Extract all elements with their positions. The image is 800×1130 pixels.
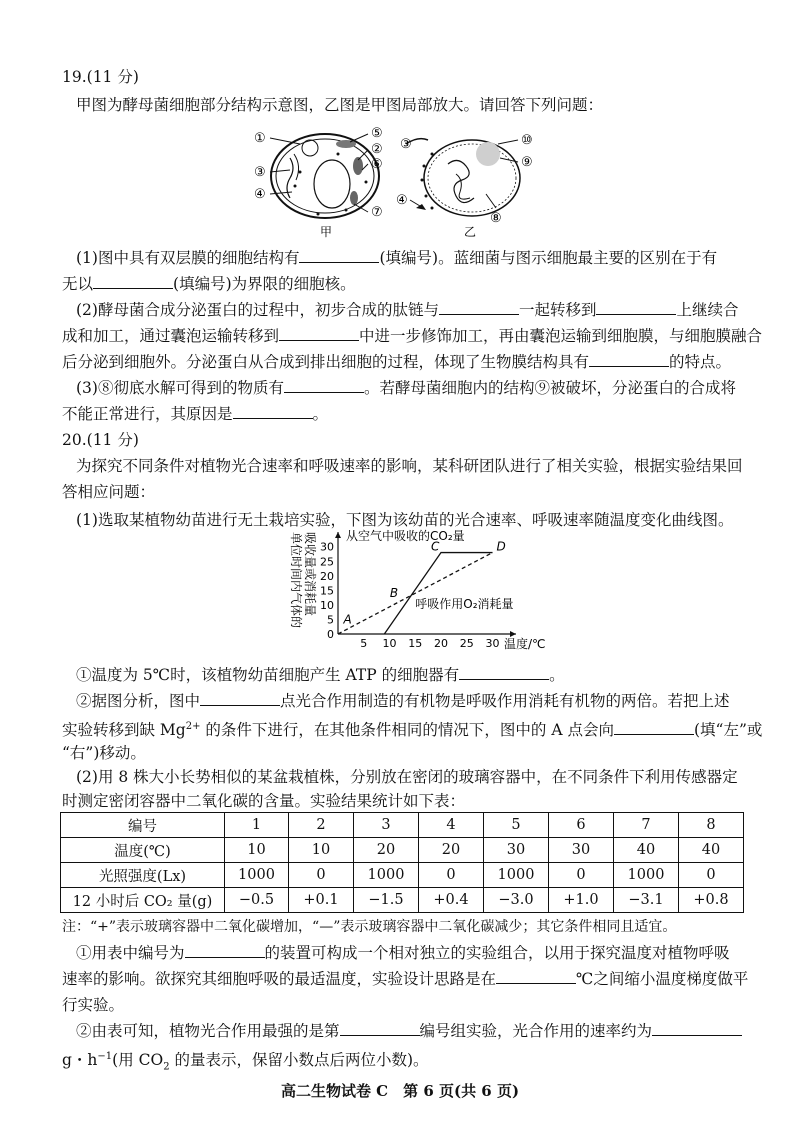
point-label: D <box>496 539 506 554</box>
table-row-header: 编号 <box>61 813 225 838</box>
table-cell: 20 <box>354 838 419 863</box>
answer-blank[interactable] <box>299 248 379 263</box>
point-label: A <box>343 612 352 627</box>
fig-label-4: ④ <box>254 187 266 202</box>
x-tick-label: 20 <box>434 637 449 650</box>
q20-s1: ①温度为 5℃时，该植物幼苗细胞产生 ATP 的细胞器有 。 <box>76 666 565 684</box>
q20-p1: (1)选取某植物幼苗进行无土栽培实验，下图为该幼苗的光合速率、呼吸速率随温度变化曲线图。 <box>76 511 734 529</box>
table-cell: 10 <box>289 838 354 863</box>
q20-intro-2: 答相应问题： <box>62 483 156 501</box>
table-row <box>61 888 744 913</box>
point-label: C <box>431 539 440 554</box>
x-axis-label: 温度/℃ <box>504 637 546 651</box>
q19-p2-line2: 成和加工，通过囊泡运输转移到 中进一步修饰加工，再由囊泡运输到细胞膜，与细胞膜融合 <box>62 327 763 345</box>
table-cell: 0 <box>549 863 614 888</box>
table-cell: 7 <box>614 813 679 838</box>
fig-label-6: ⑥ <box>371 157 383 172</box>
q20-p2-line1: (2)用 8 株大小长势相似的某盆栽植株，分别放在密闭的玻璃容器中，在不同条件下利用传感器定 <box>76 768 738 786</box>
y-tick-label: 15 <box>320 584 334 598</box>
temperature-rate-chart <box>260 528 546 656</box>
fig-label-3: ③ <box>254 165 266 180</box>
q19-p1-line1: (1)图中具有双层膜的细胞结构有 (填编号)。蓝细菌与图示细胞最主要的区别在于有 <box>76 249 718 267</box>
yeast-cell-figure <box>250 124 550 240</box>
answer-blank[interactable] <box>93 274 173 289</box>
x-tick-label: 25 <box>459 637 474 650</box>
table-row-header: 12 小时后 CO₂ 量(g) <box>61 888 225 913</box>
table-cell: 1000 <box>614 863 679 888</box>
answer-blank[interactable] <box>589 352 669 367</box>
table-cell: 1000 <box>354 863 419 888</box>
table-cell: 0 <box>679 863 744 888</box>
fig-caption-yi: 乙 <box>464 225 477 239</box>
table-cell: 1000 <box>484 863 549 888</box>
y-tick-label: 25 <box>320 555 334 569</box>
q20-r2-line2: g・$h^{-1}$(用 $CO_2$ 的量表示，保留小数点后两位小数)。 <box>62 1051 429 1073</box>
q19-p3-line2: 不能正常进行，其原因是 。 <box>62 405 329 423</box>
table-cell: 4 <box>419 813 484 838</box>
fig-label-2: ② <box>371 142 383 157</box>
q20-intro-1: 为探究不同条件对植物光合速率和呼吸速率的影响，某科研团队进行了相关实验，根据实验结果回 <box>76 457 743 475</box>
table-cell: 5 <box>484 813 549 838</box>
series-label-o2: 呼吸作用O₂消耗量 <box>415 596 514 611</box>
experiment-table <box>60 812 744 913</box>
y-tick-label: 20 <box>320 569 334 583</box>
series-line-2 <box>338 553 493 634</box>
q19-intro: 甲图为酵母菌细胞部分结构示意图，乙图是甲图局部放大。请回答下列问题： <box>76 96 604 114</box>
table-row <box>61 838 744 863</box>
answer-blank[interactable] <box>284 378 364 393</box>
q20-s2-line2: 实验转移到缺 $Mg^{2+}$ 的条件下进行，在其他条件相同的情况下，图中的 A 点会向 (填“左”或 <box>62 721 763 740</box>
table-row-header: 光照强度(Lx) <box>61 863 225 888</box>
answer-blank[interactable] <box>652 1021 742 1036</box>
series-label-co2: 从空气中吸收的CO₂量 <box>346 529 465 543</box>
table-note: 注：“+”表示玻璃容器中二氧化碳增加，“—”表示玻璃容器中二氧化碳减少；其它条件相同且适宜。 <box>62 919 677 935</box>
table-row <box>61 863 744 888</box>
q19-heading: 19.(11 分) <box>62 68 139 86</box>
y-tick-label: 10 <box>320 598 334 612</box>
fig-caption-jia: 甲 <box>320 225 333 239</box>
page-footer: 高二生物试卷 C 第 6 页(共 6 页) <box>280 1082 520 1100</box>
y-tick-label: 5 <box>327 613 334 627</box>
table-cell: +0.8 <box>679 888 744 913</box>
y-tick-label: 30 <box>320 540 334 554</box>
table-cell: −0.5 <box>225 888 289 913</box>
q20-r1-line3: 行实验。 <box>62 996 125 1014</box>
table-cell: 30 <box>484 838 549 863</box>
table-cell: 0 <box>419 863 484 888</box>
fig-label-4b: ④ <box>396 193 408 208</box>
answer-blank[interactable] <box>279 326 359 341</box>
answer-blank[interactable] <box>596 300 676 315</box>
x-tick-label: 5 <box>360 637 368 650</box>
y-axis-label: 单位时间内气体的 <box>289 532 303 629</box>
y-axis-arrow <box>335 532 341 538</box>
table-cell: 6 <box>549 813 614 838</box>
y-axis-label: 吸收量或消耗量 <box>303 532 317 617</box>
answer-blank[interactable] <box>185 943 265 958</box>
table-cell: 1 <box>225 813 289 838</box>
table-cell: 40 <box>679 838 744 863</box>
point-label: B <box>389 586 399 601</box>
fig-label-7: ⑦ <box>371 205 383 220</box>
answer-blank[interactable] <box>200 691 280 706</box>
fig-label-3b: ③ <box>400 137 412 152</box>
answer-blank[interactable] <box>459 665 549 680</box>
x-tick-label: 10 <box>382 637 397 650</box>
table-cell: +1.0 <box>549 888 614 913</box>
series-line-1 <box>384 553 492 634</box>
table-cell: 0 <box>289 863 354 888</box>
table-cell: 8 <box>679 813 744 838</box>
table-cell: +0.4 <box>419 888 484 913</box>
table-cell: 30 <box>549 838 614 863</box>
x-tick-label: 30 <box>485 637 500 650</box>
q20-heading: 20.(11 分) <box>62 431 139 449</box>
table-cell: 20 <box>419 838 484 863</box>
q19-p3-line1: (3)⑧彻底水解可得到的物质有 。若酵母菌细胞内的结构⑨被破坏，分泌蛋白的合成将 <box>76 379 736 397</box>
x-tick-label: 15 <box>408 637 423 650</box>
table-cell: −1.5 <box>354 888 419 913</box>
table-cell: 2 <box>289 813 354 838</box>
q20-s2-line3: “右”)移动。 <box>62 744 146 762</box>
y-tick-label: 0 <box>327 628 334 641</box>
q20-s2-line1: ②据图分析，图中 点光合作用制造的有机物是呼吸作用消耗有机物的两倍。若把上述 <box>76 692 730 710</box>
q20-p2-line2: 时测定密闭容器中二氧化碳的含量。实验结果统计如下表： <box>62 792 466 810</box>
table-cell: +0.1 <box>289 888 354 913</box>
answer-blank[interactable] <box>340 1021 420 1036</box>
fig-label-5: ⑤ <box>371 126 383 141</box>
table-cell: 10 <box>225 838 289 863</box>
q20-r1-line1: ①用表中编号为 的装置可构成一个相对独立的实验组合，以用于探究温度对植物呼吸 <box>76 944 730 962</box>
table-row <box>61 813 744 838</box>
table-cell: 40 <box>614 838 679 863</box>
answer-blank[interactable] <box>614 720 694 735</box>
answer-blank[interactable] <box>439 300 519 315</box>
q19-p2-line3: 后分泌到细胞外。分泌蛋白从合成到排出细胞的过程，体现了生物膜结构具有 的特点。 <box>62 353 732 371</box>
answer-blank[interactable] <box>496 969 576 984</box>
table-cell: 3 <box>354 813 419 838</box>
fig-label-9: ⑨ <box>521 155 533 170</box>
table-cell: −3.1 <box>614 888 679 913</box>
q19-p1-line2: 无以 (填编号)为界限的细胞核。 <box>62 275 356 293</box>
fig-label-1: ① <box>254 131 266 146</box>
q20-r1-line2: 速率的影响。欲探究其细胞呼吸的最适温度，实验设计思路是在 ℃之间缩小温度梯度做平 <box>62 970 749 988</box>
q19-p2-line1: (2)酵母菌合成分泌蛋白的过程中，初步合成的肽链与 一起转移到 上继续合 <box>76 301 739 319</box>
table-row-header: 温度(℃) <box>61 838 225 863</box>
table-cell: −3.0 <box>484 888 549 913</box>
q20-r2-line1: ②由表可知，植物光合作用最强的是第 编号组实验，光合作用的速率约为 <box>76 1020 742 1042</box>
table-cell: 1000 <box>225 863 289 888</box>
answer-blank[interactable] <box>233 404 313 419</box>
fig-label-8: ⑧ <box>490 211 502 226</box>
fig-label-10: ⑩ <box>521 133 533 148</box>
